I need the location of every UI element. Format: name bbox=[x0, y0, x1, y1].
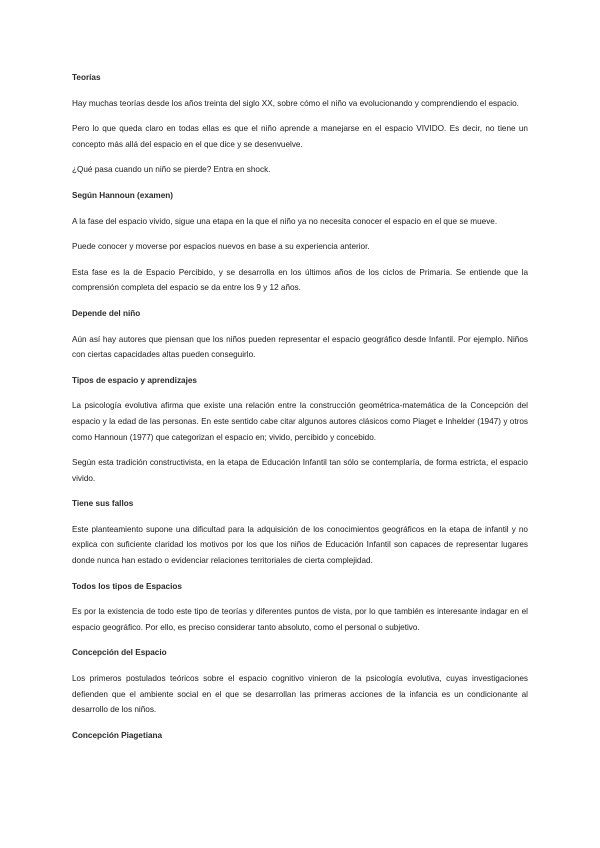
paragraph: Hay muchas teorías desde los años treinta del siglo XX, sobre cómo el niño va evolucionando y comprendiendo el espacio. bbox=[72, 98, 519, 108]
heading-hannoun: Según Hannoun (examen) bbox=[72, 190, 173, 200]
heading-todos-los-tipos: Todos los tipos de Espacios bbox=[72, 581, 182, 591]
paragraph: Pero lo que queda claro en todas ellas es que el niño aprende a manejarse en el espacio VIVIDO. Es decir, no tiene un concepto más allá del espacio en el que dice y se desenvuelve. bbox=[72, 124, 528, 149]
heading-depende-del-nino: Depende del niño bbox=[72, 308, 141, 318]
heading-tipos-de-espacio: Tipos de espacio y aprendizajes bbox=[72, 375, 197, 385]
heading-concepcion-espacio: Concepción del Espacio bbox=[72, 648, 167, 658]
paragraph: Según esta tradición constructivista, en la etapa de Educación Infantil tan sólo se contemplaría, de forma estricta, el espacio vivido. bbox=[72, 458, 528, 483]
heading-concepcion-piagetiana: Concepción Piagetiana bbox=[72, 730, 163, 740]
heading-teorias: Teorías bbox=[72, 73, 101, 82]
paragraph: Esta fase es la de Espacio Percibido, y se desarrolla en los últimos años de los ciclos de Primaria. Se entiende que la comprensión completa del espacio se da entre los 9 y 12 años. bbox=[72, 267, 528, 293]
heading-tiene-sus-fallos: Tiene sus fallos bbox=[72, 499, 134, 509]
paragraph: La psicología evolutiva afirma que existe una relación entre la construcción geométrica-matemática de la Concepción del espacio y la edad de las personas. En este sentido cabe citar algunos autores clásicos como Piaget e Inhelder (1947) y otros como Hannoun (1977) que categorizan el espacio en; vivido, percibido y concebido. bbox=[72, 401, 528, 442]
paragraph: Aún así hay autores que piensan que los niños pueden representar el espacio geográfico desde Infantil. Por ejemplo. Niños con ciertas capacidades altas pueden conseguirlo. bbox=[72, 334, 528, 360]
paragraph: Es por la existencia de todo este tipo de teorías y diferentes puntos de vista, por lo que también es interesante indagar en el espacio geográfico. Por ello, es preciso considerar tanto absoluto, como el personal o subjetivo. bbox=[72, 607, 528, 632]
paragraph: A la fase del espacio vivido, sigue una etapa en la que el niño ya no necesita conocer el espacio en el que se mueve. bbox=[72, 216, 498, 226]
paragraph: ¿Qué pasa cuando un niño se pierde? Entra en shock. bbox=[72, 165, 271, 175]
paragraph: Puede conocer y moverse por espacios nuevos en base a su experiencia anterior. bbox=[72, 242, 370, 252]
paragraph: Los primeros postulados teóricos sobre el espacio cognitivo vinieron de la psicología evolutiva, cuyas investigaciones defienden que el ambiente social en el que se desarrollan las primeras acciones de la infancia es un condicionante al desarrollo de los niños. bbox=[72, 674, 528, 715]
paragraph: Este planteamiento supone una dificultad para la adquisición de los conocimientos geográficos en la etapa de infantil y no explica con suficiente claridad los motivos por los que los niños de Educación Infantil son capaces de representar lugares donde nunca han estado o evidenciar relaciones territoriales de cierta complejidad. bbox=[72, 524, 528, 566]
